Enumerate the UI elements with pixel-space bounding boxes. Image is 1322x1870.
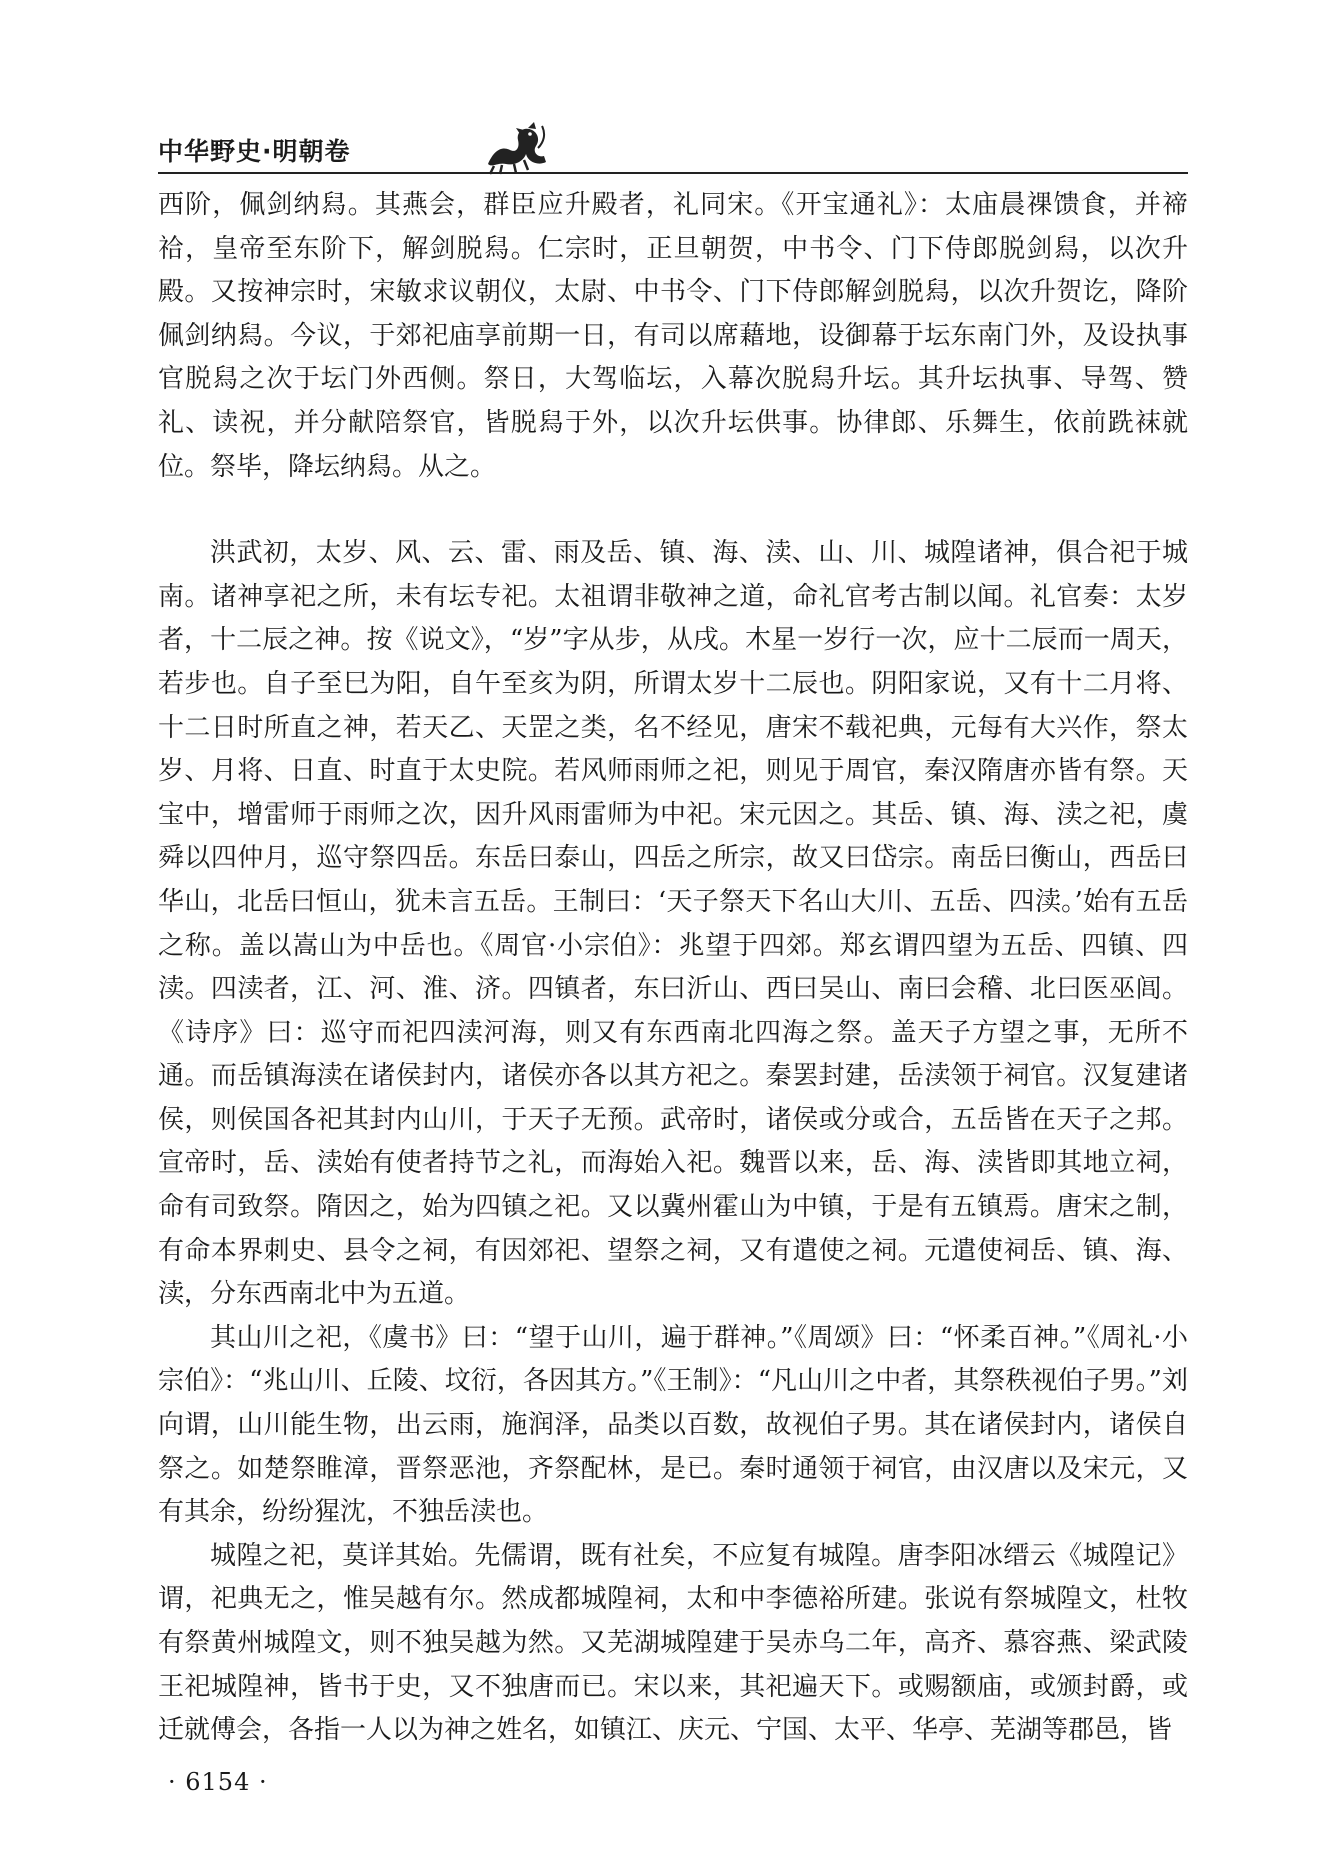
paragraph: 城隍之祀，莫详其始。先儒谓，既有社矣，不应复有城隍。唐李阳冰缙云《城隍记》谓，祀典无之，惟吴越有尔。然成都城隍祠，太和中李德裕所建。张说有祭城隍文，杜牧有祭黄州城隍文，则不独吴越为然。又芜湖城隍建于吴赤乌二年，高齐、慕容燕、梁武陵王祀城隍神，皆书于史，又不独唐而已。宋以来，其祀遍天下。或赐额庙，或颁封爵，或迁就傅会，各指一人以为神之姓名，如镇江、庆元、宁国、太平、华亭、芜湖等郡邑，皆 [158, 1540, 1188, 1746]
paragraph: 其山川之祀，《虞书》曰：“望于山川，遍于群神。”《周颂》曰：“怀柔百神。”《周礼·小宗伯》：“兆山川、丘陵、坟衍，各因其方。”《王制》：“凡山川之中者，其祭秩视伯子男。”刘向谓，山川能生物，出云雨，施润泽，品类以百数，故视伯子男。其在诸侯封内，诸侯自祭之。如楚祭睢漳，晋祭恶池，齐祭配林，是已。秦时通领于祠官，由汉唐以及宋元，又有其余，纷纷猩沈，不独岳渎也。 [158, 1322, 1188, 1528]
paragraph: 西阶，佩剑纳舄。其燕会，群臣应升殿者，礼同宋。《开宝通礼》：太庙晨祼馈食，并禘祫，皇帝至东阶下，解剑脱舄。仁宗时，正旦朝贺，中书令、门下侍郎脱剑舄，以次升殿。又按神宗时，宋敏求议朝仪，太尉、中书令、门下侍郎解剑脱舄，以次升贺讫，降阶佩剑纳舄。今议，于郊祀庙享前期一日，有司以席藉地，设御幕于坛东南门外，及设执事官脱舄之次于坛门外西侧。祭日，大驾临坛，入幕次脱舄升坛。其升坛执事、导驾、赞礼、读祝，并分献陪祭官，皆脱舄于外，以次升坛供事。协律郎、乐舞生，依前跣袜就位。祭毕，降坛纳舄。从之。 [158, 190, 1188, 482]
page-body [158, 184, 1188, 1753]
paragraph: 洪武初，太岁、风、云、雷、雨及岳、镇、海、渎、山、川、城隍诸神，俱合祀于城南。诸神享祀之所，未有坛专祀。太祖谓非敬神之道，命礼官考古制以闻。礼官奏：太岁者，十二辰之神。按《说文》，“岁”字从步，从戌。木星一岁行一次，应十二辰而一周天，若步也。自子至巳为阳，自午至亥为阴，所谓太岁十二辰也。阴阳家说，又有十二月将、十二日时所直之神，若天乙、天罡之类，名不经见，唐宋不载祀典，元每有大兴作，祭太岁、月将、日直、时直于太史院。若风师雨师之祀，则见于周官，秦汉隋唐亦皆有祭。天宝中，增雷师于雨师之次，因升风雨雷师为中祀。宋元因之。其岳、镇、海、渎之祀，虞舜以四仲月，巡守祭四岳。东岳曰泰山，四岳之所宗，故又曰岱宗。南岳曰衡山，西岳曰华山，北岳曰恒山，犹未言五岳。王制曰：‘天子祭天下名山大川、五岳、四渎。’始有五岳之称。盖以嵩山为中岳也。《周官·小宗伯》：兆望于四郊。郑玄谓四望为五岳、四镇、四渎。四渎者，江、河、淮、济。四镇者，东曰沂山、西曰吴山、南曰会稽、北曰医巫闾。《诗序》曰：巡守而祀四渎河海，则又有东西南北四海之祭。盖天子方望之事，无所不通。而岳镇海渎在诸侯封内，诸侯亦各以其方祀之。秦罢封建，岳渎领于祠官。汉复建诸侯，则侯国各祀其封内山川，于天子无预。武帝时，诸侯或分或合，五岳皆在天子之邦。宣帝时，岳、渎始有使者持节之礼，而海始入祀。魏晋以来，岳、海、渎皆即其地立祠，命有司致祭。隋因之，始为四镇之祀。又以冀州霍山为中镇，于是有五镇焉。唐宋之制，有命本界刺史、县令之祠，有因郊祀、望祭之祠，又有遣使之祠。元遣使祠岳、镇、海、渎，分东西南北中为五道。 [158, 538, 1188, 1310]
header-divider [158, 172, 1188, 174]
page-number: · 6154 · [168, 1768, 268, 1796]
book-title: 中华野史·明朝卷 [158, 137, 351, 166]
dragon-emblem-icon [480, 120, 550, 176]
running-header [158, 120, 1188, 178]
